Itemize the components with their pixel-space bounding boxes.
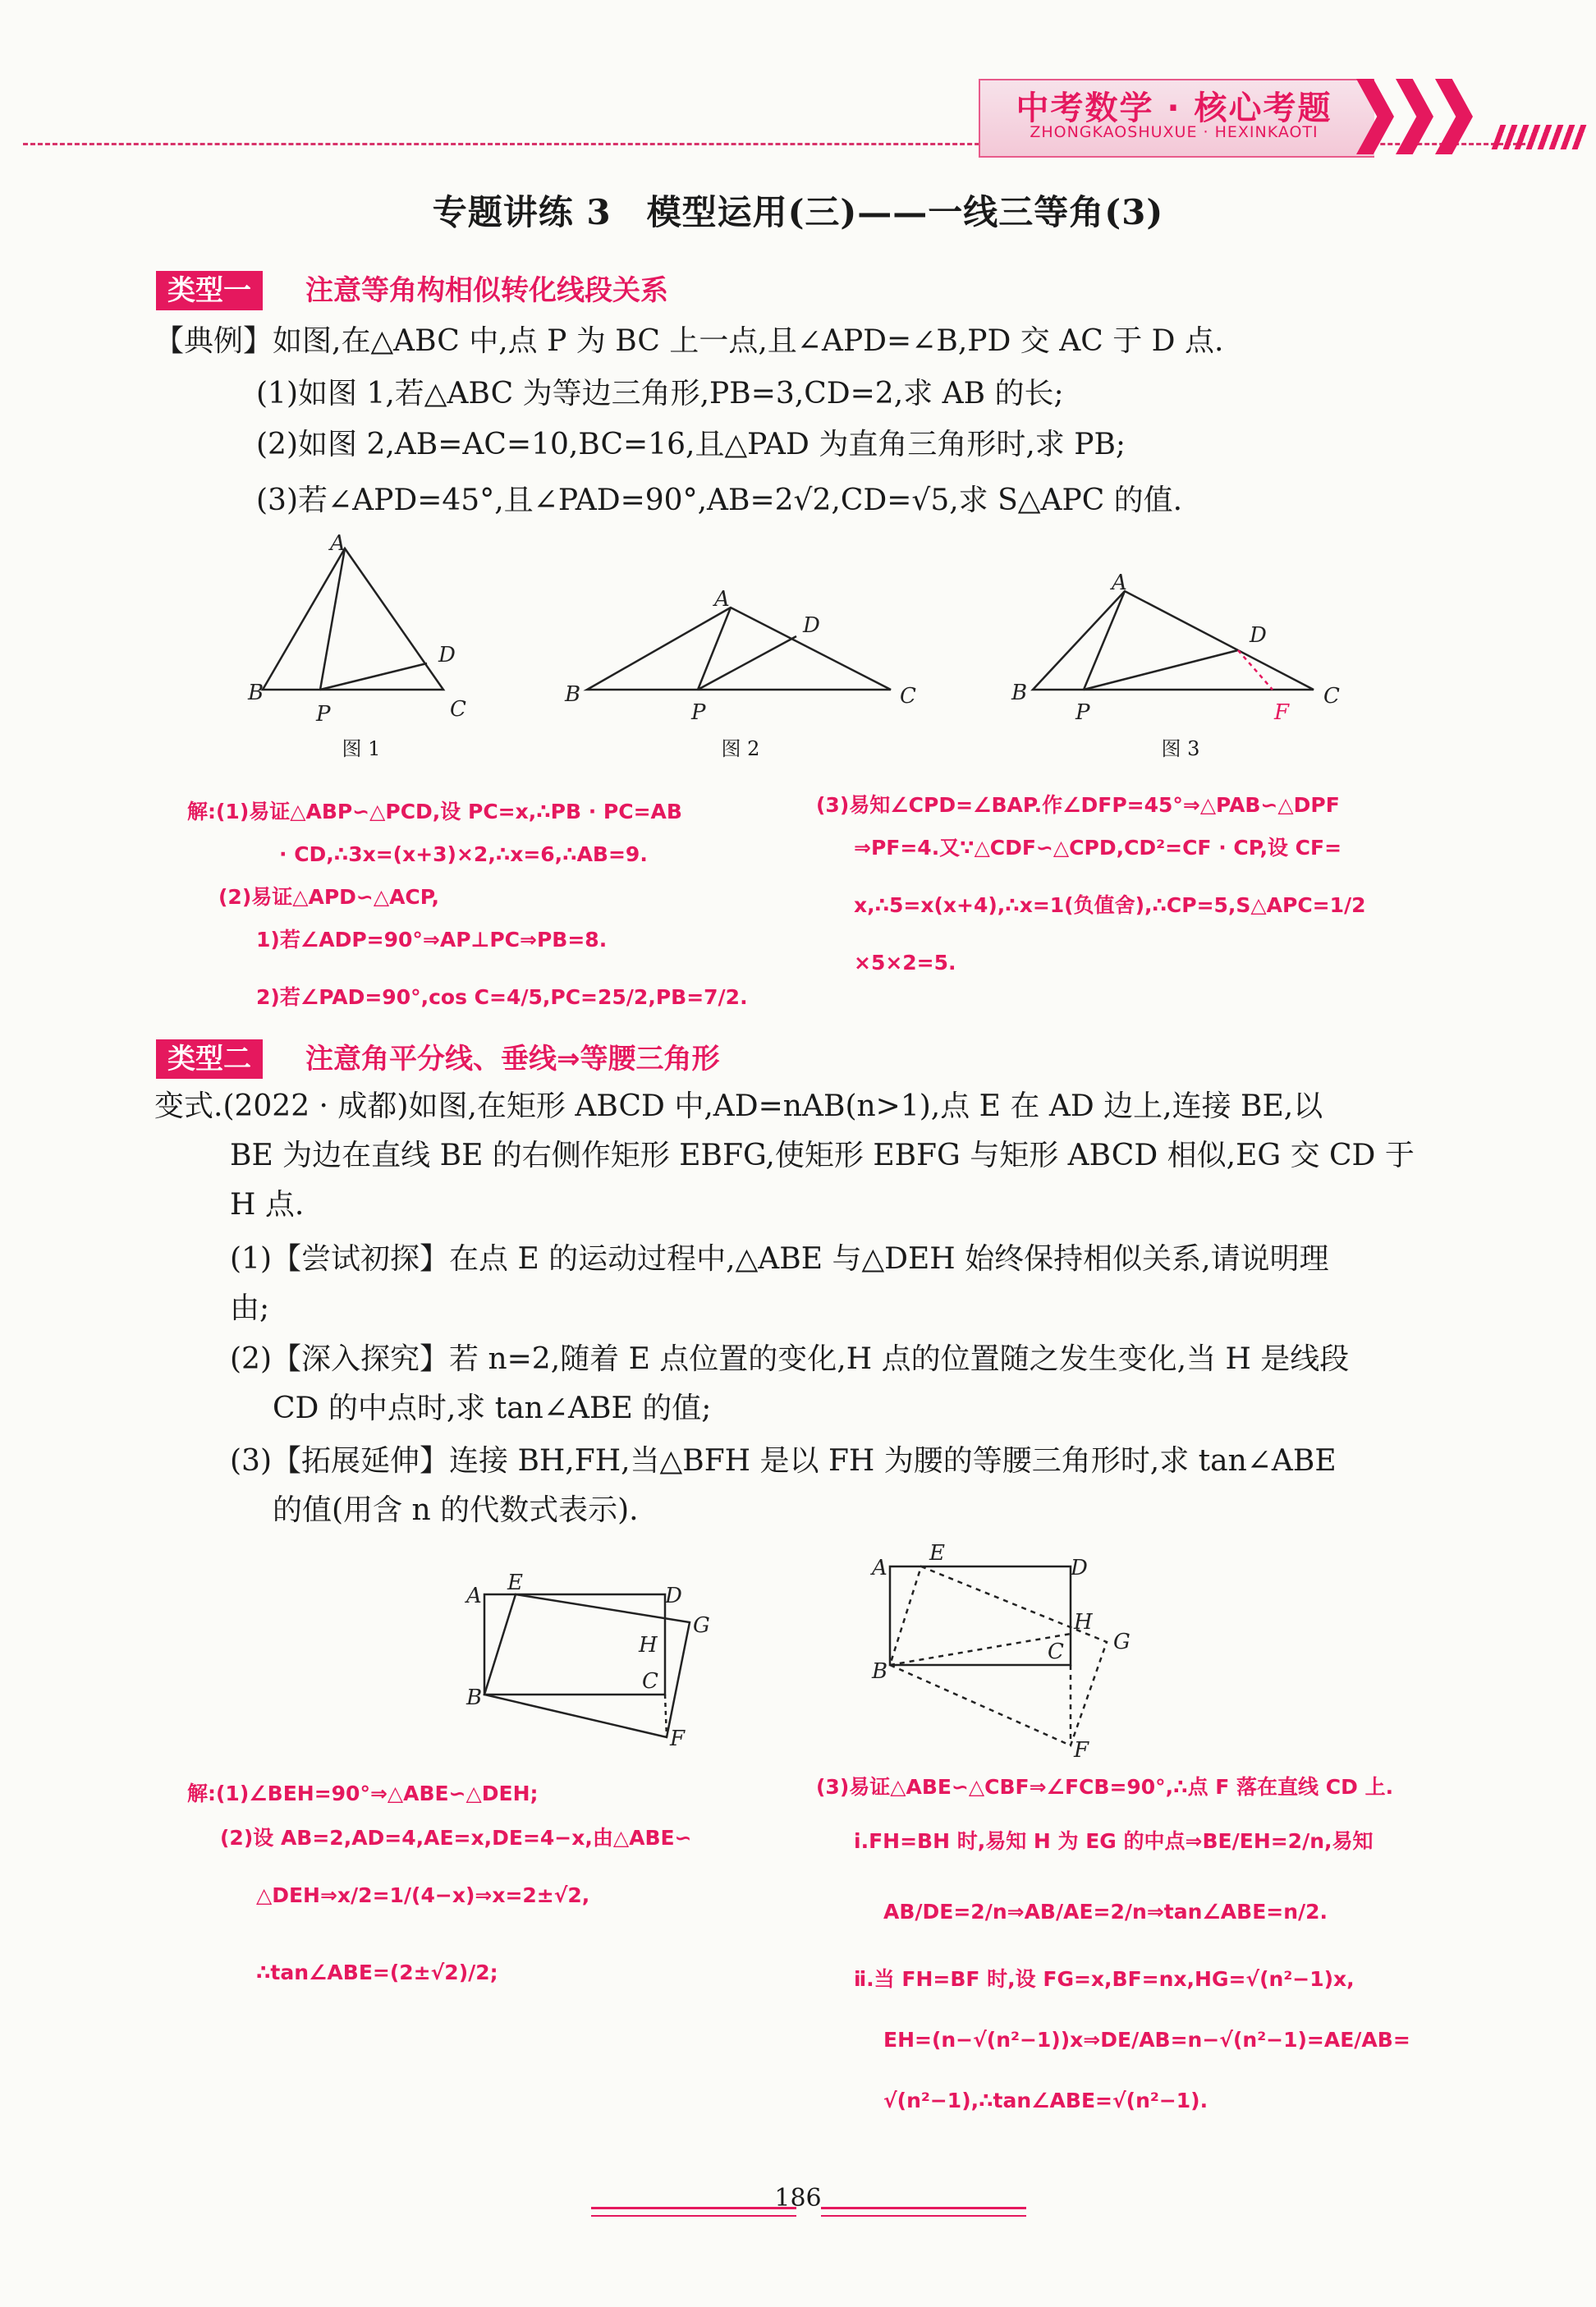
svg-text:C: C [450,697,466,722]
svg-text:A: A [872,1556,887,1580]
figures-type2 [460,1535,1182,1765]
variant-q2: CD 的中点时,求 tan∠ABE 的值; [273,1392,712,1425]
segment-ap-2 [698,608,731,690]
question-2: (2)如图 2,AB=AC=10,BC=16,且△PAD 为直角三角形时,求 PB; [256,428,1126,461]
question-3: (3)若∠APD=45°,且∠PAD=90°,AB=2√2,CD=√5,求 S△APC 的值. [256,484,1183,517]
solution-line: (2)易证△APD∽△ACP, [218,885,439,909]
type1-title: 注意等角构相似转化线段关系 [305,274,668,307]
svg-text:P: P [1075,700,1090,725]
svg-text:H: H [639,1633,658,1658]
svg-text:G: G [693,1613,710,1638]
svg-text:C: C [642,1669,658,1694]
solution-line: EH=(n−√(n²−1))x⇒DE/AB=n−√(n²−1)=AE/AB= [883,2028,1410,2052]
solution-line: ⅰ.FH=BH 时,易知 H 为 EG 的中点⇒BE/EH=2/n,易知 [854,1829,1374,1853]
solution-line: (3)易证△ABE∽△CBF⇒∠FCB=90°,∴点 F 落在直线 CD 上. [816,1775,1394,1799]
variant-q3: (3)【拓展延伸】连接 BH,FH,当△BFH 是以 FH 为腰的等腰三角形时,求 tan∠ABE [230,1444,1337,1478]
solution-line: x,∴5=x(x+4),∴x=1(负值舍),∴CP=5,S△APC=1/2 [854,893,1366,917]
solution-line: △DEH⇒x/2=1/(4−x)⇒x=2±√2, [256,1883,590,1907]
svg-text:A: A [330,531,346,556]
solution-line: 解:(1)∠BEH=90°⇒△ABE∽△DEH; [187,1782,539,1805]
svg-text:D: D [1071,1556,1088,1580]
rect-ebfg-2 [890,1566,1107,1745]
solution-line: ⇒PF=4.又∵△CDF∽△CPD,CD²=CF · CP,设 CF= [854,836,1342,860]
svg-text:C: C [1323,684,1340,709]
svg-text:F: F [1274,700,1290,725]
svg-text:G: G [1113,1630,1130,1654]
page-title: 专题讲练 3 模型运用(三)——一线三等角(3) [432,192,1164,232]
svg-text:D: D [1250,623,1267,648]
svg-text:F: F [1074,1738,1089,1763]
triangle-abc-2 [587,608,891,690]
segment-df [1238,650,1273,690]
svg-text:C: C [900,684,916,709]
segment-ap-3 [1084,591,1125,690]
solution-line: (2)设 AB=2,AD=4,AE=x,DE=4−x,由△ABE∽ [220,1826,692,1850]
solution-line: 1)若∠ADP=90°⇒AP⊥PC⇒PB=8. [256,928,608,952]
solution-line: 2)若∠PAD=90°,cos C=4/5,PC=25/2,PB=7/2. [256,985,748,1009]
example-text: 【典例】如图,在△ABC 中,点 P 为 BC 上一点,且∠APD=∠B,PD 交 AC 于 D 点. [154,324,1224,358]
header-ticks [1492,125,1591,149]
svg-text:B: B [248,681,264,705]
brand-title: 中考数学 · 核心考题 [1016,89,1332,127]
variant-q3: 的值(用含 n 的代数式表示). [273,1493,639,1527]
svg-text:H: H [1074,1610,1093,1635]
solution-line: 解:(1)易证△ABP∽△PCD,设 PC=x,∴PB · PC=AB [187,800,682,823]
footer-rule-left [591,2215,796,2217]
rect-ebfg [484,1594,690,1737]
svg-text:B: B [872,1659,888,1684]
variant-intro: 变式.(2022 · 成都)如图,在矩形 ABCD 中,AD=nAB(n>1),点 E 在 AD 边上,连接 BE,以 [154,1089,1323,1123]
svg-text:D: D [803,613,820,638]
svg-text:B: B [466,1686,483,1710]
variant-intro: H 点. [230,1188,305,1222]
svg-text:A: A [714,587,730,612]
svg-text:D: D [438,643,456,667]
svg-text:F: F [670,1727,686,1751]
variant-q2: (2)【深入探究】若 n=2,随着 E 点位置的变化,H 点的位置随之发生变化,当 H 是线段 [230,1342,1350,1376]
figure-1 [263,548,443,690]
svg-text:C: C [1048,1640,1064,1664]
svg-text:A: A [1112,571,1127,595]
segment-pd [320,663,427,690]
solution-line: AB/DE=2/n⇒AB/AE=2/n⇒tan∠ABE=n/2. [883,1900,1328,1924]
triangle-abc [263,548,443,690]
caption-fig1: 图 1 [342,737,381,760]
variant-q1: (1)【尝试初探】在点 E 的运动过程中,△ABE 与△DEH 始终保持相似关系,请说明理 [230,1242,1329,1276]
variant-intro: BE 为边在直线 BE 的右侧作矩形 EBFG,使矩形 EBFG 与矩形 ABCD 相似,EG 交 CD 于 [230,1139,1415,1172]
type1-tag: 类型一 [156,271,263,310]
solution-line: ×5×2=5. [854,951,956,975]
figure-3 [1033,591,1314,690]
segment-pd-3 [1084,650,1238,690]
type2-title: 注意角平分线、垂线⇒等腰三角形 [305,1043,720,1076]
solution-line: ∴tan∠ABE=(2±√2)/2; [256,1961,498,1984]
triangle-abc-3 [1033,591,1314,690]
segment-pd-2 [698,636,796,690]
svg-text:E: E [507,1571,523,1595]
solution-line: √(n²−1),∴tan∠ABE=√(n²−1). [883,2089,1208,2112]
footer-rule-right [821,2215,1026,2217]
caption-fig3: 图 3 [1161,737,1200,760]
svg-text:B: B [565,682,581,707]
rect-figure-2 [890,1566,1107,1745]
svg-text:E: E [929,1541,945,1566]
page-number: 186 [774,2184,822,2213]
solution-line: ⅱ.当 FH=BF 时,设 FG=x,BF=nx,HG=√(n²−1)x, [854,1967,1355,1991]
variant-q1: 由; [230,1291,270,1325]
figures-type1 [238,525,1363,739]
rect-figure-1 [484,1594,690,1737]
solution-line: · CD,∴3x=(x+3)×2,∴x=6,∴AB=9. [279,842,648,866]
svg-text:B: B [1011,681,1028,705]
svg-text:A: A [466,1584,482,1608]
svg-text:D: D [665,1584,682,1608]
svg-text:P: P [316,702,331,727]
figure-2 [587,608,891,690]
type2-tag: 类型二 [156,1039,263,1079]
caption-fig2: 图 2 [721,737,760,760]
svg-text:P: P [691,700,706,725]
question-1: (1)如图 1,若△ABC 为等边三角形,PB=3,CD=2,求 AB 的长; [256,377,1064,410]
solution-line: (3)易知∠CPD=∠BAP.作∠DFP=45°⇒△PAB∽△DPF [816,793,1340,817]
brand-subtitle: ZHONGKAOSHUXUE · HEXINKAOTI [1030,123,1319,141]
